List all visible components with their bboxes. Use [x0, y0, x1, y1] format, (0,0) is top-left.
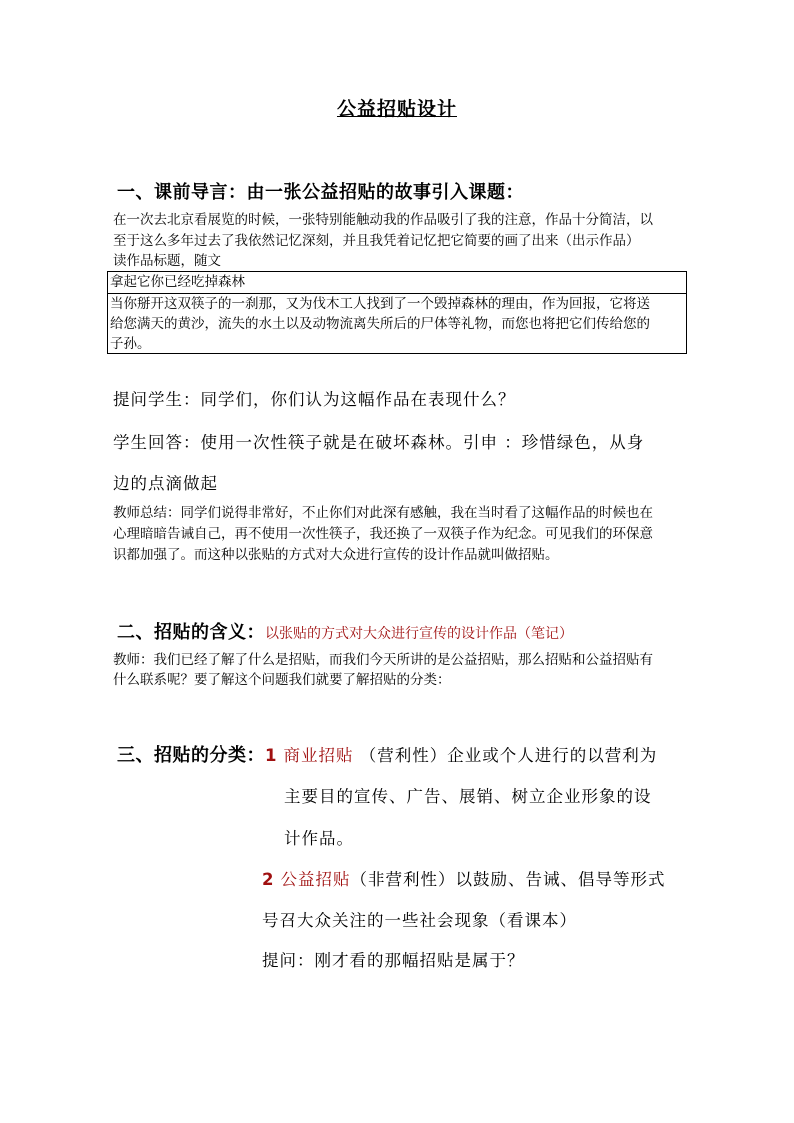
student-answer-line-1: 学生回答：使用一次性筷子就是在破坏森林。引申 ：珍惜绿色，从身	[113, 433, 645, 452]
summary-line-2: 心理暗暗告诫自己，再不使用一次性筷子，我还换了一双筷子作为纪念。可见我们的环保意	[113, 526, 653, 542]
section3-heading-row	[117, 741, 657, 767]
page-title: 公益招贴设计	[336, 98, 457, 120]
item1-cont-line-2: 计作品。	[284, 829, 354, 848]
question-to-students: 提问学生：同学们，你们认为这幅作品在表现什么？	[113, 390, 516, 409]
poster-definition: 以张贴的方式对大众进行宣传的设计作品（笔记）	[265, 626, 573, 642]
summary-line-1: 教师总结：同学们说得非常好，不止你们对此深有感触，我在当时看了这幅作品的时候也在	[113, 505, 653, 521]
quote-line-3: 子孙。	[110, 336, 151, 352]
section2-heading-row	[117, 618, 573, 644]
summary-line-3: 识都加强了。而这种以张贴的方式对大众进行宣传的设计作品就叫做招贴。	[113, 547, 559, 563]
item2-row	[262, 866, 665, 890]
intro-line-2: 至于这么多年过去了我依然记忆深刻，并且我凭着记忆把它简要的画了出来（出示作品）	[113, 233, 640, 249]
item1-cont-line-1: 主要目的宣传、广告、展销、树立企业形象的设	[284, 787, 652, 806]
poster-quote-box	[107, 271, 687, 354]
section3-question: 提问：刚才看的那幅招贴是属于？	[262, 951, 525, 970]
section1-heading: 一、课前导言：由一张公益招贴的故事引入课题：	[117, 182, 524, 203]
item1-number: 1	[265, 746, 278, 765]
teacher-line-2: 什么联系呢？要了解这个问题我们就要了解招贴的分类：	[113, 672, 451, 688]
item2-cont-line: 号召大众关注的一些社会现象（看课本）	[262, 911, 577, 930]
teacher-line-1: 教师：我们已经了解了什么是招贴，而我们今天所讲的是公益招贴，那么招贴和公益招贴有	[113, 652, 653, 668]
student-answer-line-2: 边的点滴做起	[113, 474, 218, 493]
intro-line-1: 在一次去北京看展览的时候，一张特别能触动我的作品吸引了我的注意，作品十分简洁，以	[113, 212, 653, 228]
intro-line-3: 读作品标题，随文	[113, 253, 221, 269]
item1-name: 商业招贴	[283, 746, 354, 765]
quote-line-1: 当你掰开这双筷子的一刹那，又为伐木工人找到了一个毁掉森林的理由，作为回报，它将送	[110, 296, 650, 312]
item2-number: 2	[262, 870, 275, 889]
item1-desc: （营利性）企业或个人进行的以营利为	[353, 746, 658, 765]
quote-line-2: 给您满天的黄沙，流失的水土以及动物流离失所后的尸体等礼物，而您也将把它们传给您的	[110, 316, 650, 332]
quote-title: 拿起它你已经吃掉森林	[108, 272, 686, 294]
item2-desc: （非营利性）以鼓励、告诫、倡导等形式	[350, 870, 666, 889]
section3-heading: 三、招贴的分类：	[117, 745, 265, 766]
section2-heading: 二、招贴的含义：	[117, 622, 265, 643]
item2-name: 公益招贴	[280, 870, 351, 889]
